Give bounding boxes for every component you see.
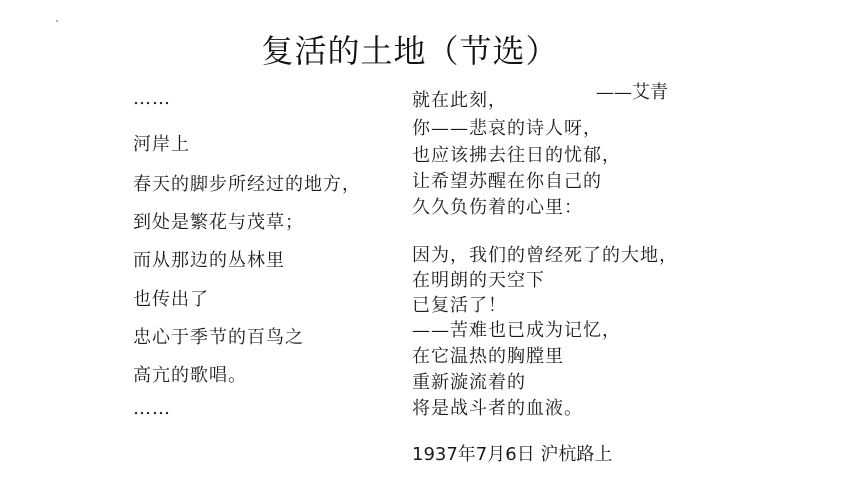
poem-line: 高亢的歌唱。 <box>133 365 247 386</box>
corner-mark <box>56 20 58 22</box>
poem-line: 春天的脚步所经过的地方， <box>133 174 361 195</box>
poem-line: 因为，我们的曾经死了的大地， <box>412 245 678 266</box>
poem-author: ——艾青 <box>596 82 668 103</box>
poem-line: 将是战斗者的血液。 <box>412 398 583 419</box>
poem-line: 让希望苏醒在你自己的 <box>412 171 602 192</box>
poem-date: 1937年7月6日 沪杭路上 <box>412 444 613 465</box>
poem-line: 河岸上 <box>133 134 190 155</box>
poem-line: 也应该拂去往日的忧郁， <box>412 145 621 166</box>
poem-line: 在明朗的天空下 <box>412 270 545 291</box>
poem-line: ——苦难也已成为记忆， <box>412 320 621 341</box>
poem-line: 久久负伤着的心里： <box>412 197 583 218</box>
poem-line: …… <box>133 398 171 419</box>
poem-line: 忠心于季节的百鸟之 <box>133 327 304 348</box>
poem-line: 到处是繁花与茂草； <box>133 212 304 233</box>
poem-title: 复活的土地（节选） <box>261 32 559 70</box>
poem-line: 也传出了 <box>133 289 209 310</box>
poem-line: 你——悲哀的诗人呀， <box>412 118 602 139</box>
poem-line: 而从那边的丛林里 <box>133 250 285 271</box>
poem-line: 就在此刻， <box>412 90 507 111</box>
poem-line: …… <box>133 88 171 109</box>
poem-line: 在它温热的胸膛里 <box>412 346 564 367</box>
poem-line: 已复活了！ <box>412 295 507 316</box>
poem-line: 重新漩流着的 <box>412 372 526 393</box>
